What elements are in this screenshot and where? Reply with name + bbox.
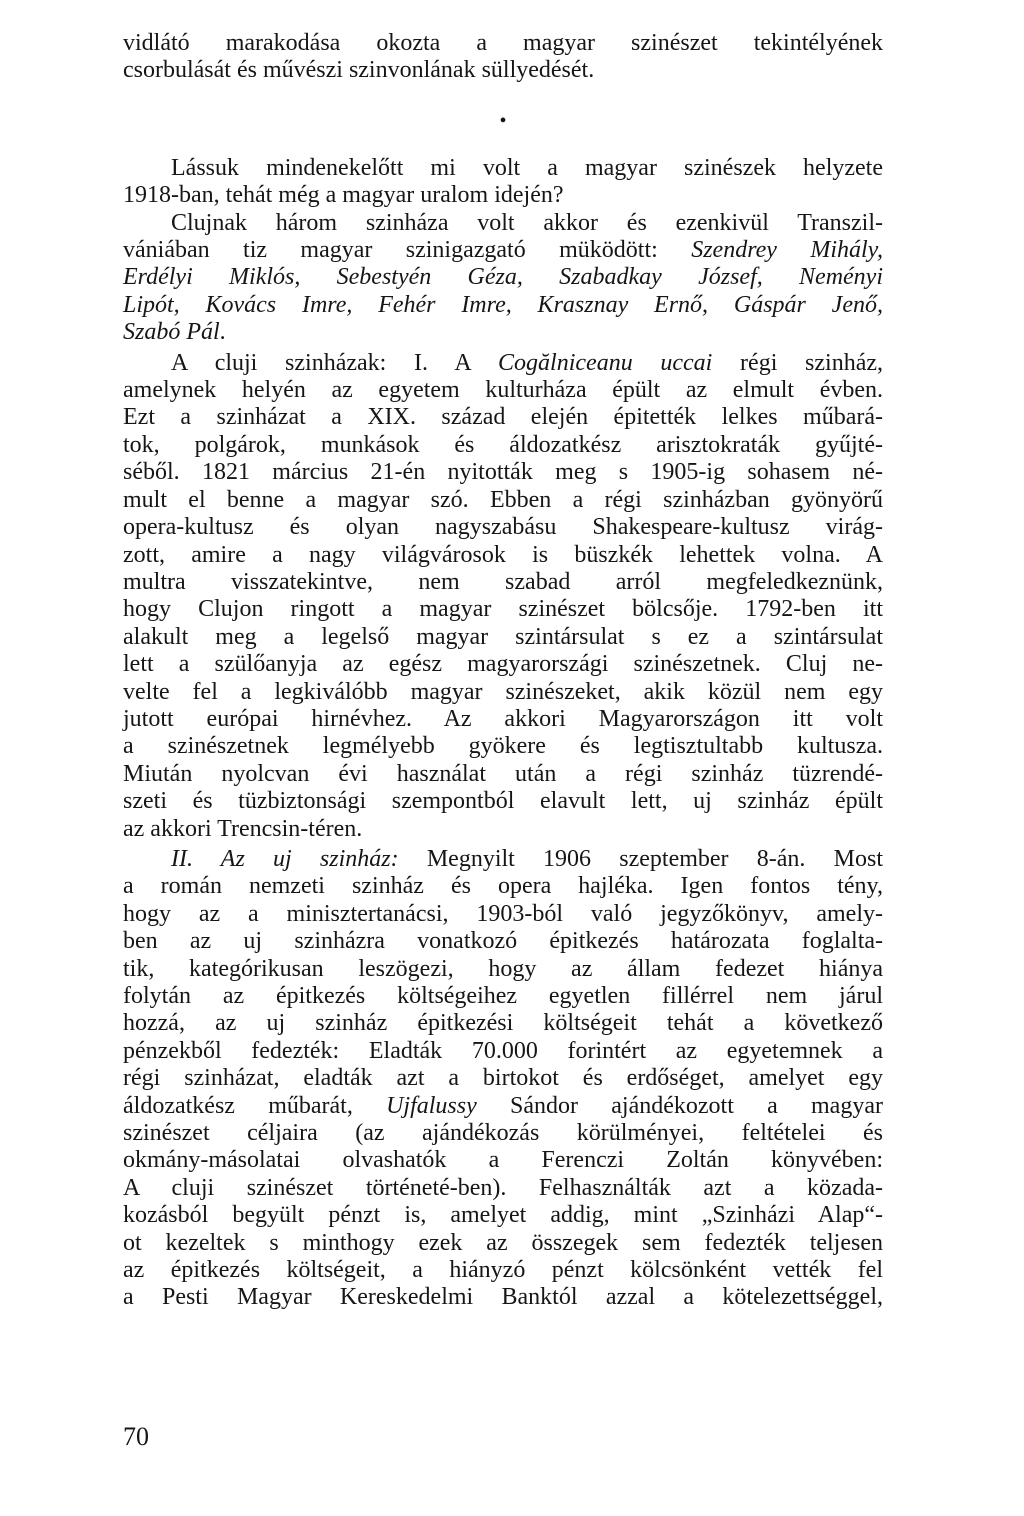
text-line: a román nemzeti szinház és opera hajléka. Igen fontos tény, bbox=[123, 873, 883, 900]
text-line: alakult meg a legelső magyar szintársulat s ez a szintársulat bbox=[123, 623, 883, 650]
text-run: . bbox=[219, 319, 226, 346]
text-line bbox=[123, 1093, 883, 1120]
paragraph-cluj-theatres bbox=[123, 350, 883, 843]
text-line: folytán az épitkezés költségeihez egyetlen fillérrel nem járul bbox=[123, 983, 883, 1009]
text-line: ben az uj szinházra vonatkozó épitkezés határozata foglalta- bbox=[123, 928, 883, 955]
paragraph-intro-continuation bbox=[123, 30, 883, 85]
director-names: Szendrey Mihály, bbox=[691, 237, 884, 264]
text-line: Lássuk mindenekelőtt mi volt a magyar szinészek helyzete bbox=[171, 154, 883, 181]
text-run: Sándor ajándékozott a magyar bbox=[476, 1092, 883, 1119]
text-line bbox=[123, 350, 883, 377]
text-line: 1918-ban, tehát még a magyar uralom idején? bbox=[123, 182, 564, 209]
text-line: opera-kultusz és olyan nagyszabásu Shakespeare-kultusz virág- bbox=[123, 514, 883, 541]
text-line: multra visszatekintve, nem szabad arról megfeledkeznünk, bbox=[123, 568, 883, 595]
text-line: amelynek helyén az egyetem kulturháza épült az elmult évben. bbox=[123, 377, 883, 404]
text-line: pénzekből fedezték: Eladták 70.000 forintért az egyetemnek a bbox=[123, 1037, 883, 1064]
text-line bbox=[123, 264, 883, 291]
text-line: a Pesti Magyar Kereskedelmi Banktól azzal a kötelezettséggel, bbox=[123, 1284, 883, 1311]
text-line: kozásból begyült pénzt is, amelyet addig, mint „Szinházi Alap“- bbox=[123, 1202, 883, 1229]
text-run: régi szinház, bbox=[712, 349, 884, 376]
text-line: régi szinházat, eladták azt a birtokot és erdőséget, amelyet egy bbox=[123, 1065, 883, 1092]
paragraph-theatre-directors bbox=[123, 210, 883, 347]
text-line: séből. 1821 március 21-én nyitották meg s 1905-ig sohasem né- bbox=[123, 459, 883, 486]
text-line: az épitkezés költségeit, a hiányzó pénzt kölcsönként vették fel bbox=[123, 1257, 883, 1284]
text-line: A cluji szinészet történeté-ben). Felhasználták azt a közada- bbox=[123, 1174, 883, 1201]
text-line: lett a szülőanyja az egész magyarországi szinészetnek. Cluj ne- bbox=[123, 651, 883, 678]
paragraph-situation-1918 bbox=[123, 155, 883, 210]
director-names: Lipót, Kovács Imre, Fehér Imre, Krasznay Ernő, Gáspár Jenő, bbox=[123, 291, 883, 318]
person-name: Ujfalussy bbox=[386, 1092, 477, 1119]
section-separator: • bbox=[499, 109, 507, 132]
director-names: Szabó Pál bbox=[123, 319, 220, 346]
text-line bbox=[123, 292, 883, 319]
text-line: szinészet céljaira (az ajándékozás körülményei, feltételei és bbox=[123, 1120, 883, 1147]
text-line: velte fel a legkiválóbb magyar szinészeket, akik közül nem egy bbox=[123, 678, 883, 705]
text-line: vidlátó marakodása okozta a magyar szinészet tekintélyének bbox=[123, 30, 883, 56]
text-line: okmány-másolatai olvashatók a Ferenczi Zoltán könyvében: bbox=[123, 1147, 883, 1174]
text-line: a szinészetnek legmélyebb gyökere és legtisztultabb kultusza. bbox=[123, 733, 883, 760]
director-names: Erdélyi Miklós, Sebestyén Géza, Szabadkay József, Neményi bbox=[123, 264, 883, 291]
text-run: áldozatkész műbarát, bbox=[123, 1092, 387, 1119]
paragraph-new-theatre bbox=[123, 846, 883, 1312]
section-heading-inline: II. Az uj szinház: bbox=[171, 845, 399, 872]
text-line bbox=[123, 237, 883, 264]
text-line: Miután nyolcvan évi használat után a régi szinház tüzrendé- bbox=[123, 760, 883, 787]
text-line bbox=[123, 319, 883, 346]
text-line: az akkori Trencsin-téren. bbox=[123, 815, 363, 842]
text-line: jutott európai hirnévhez. Az akkori Magyarországon itt volt bbox=[123, 705, 883, 732]
text-line: Clujnak három szinháza volt akkor és ezenkivül Transzil- bbox=[171, 209, 883, 236]
text-line: hozzá, az uj szinház épitkezési költségeit tehát a következő bbox=[123, 1010, 883, 1037]
text-line: hogy Clujon ringott a magyar szinészet bölcsője. 1792-ben itt bbox=[123, 596, 883, 623]
page-body bbox=[123, 30, 883, 1312]
street-name: Cogălniceanu uccai bbox=[498, 349, 713, 376]
text-line: hogy az a minisztertanácsi, 1903-ból való jegyzőkönyv, amely- bbox=[123, 900, 883, 927]
text-line: Ezt a szinházat a XIX. század elején épitették lelkes műbará- bbox=[123, 404, 883, 431]
text-line: zott, amire a nagy világvárosok is büszkék lehettek volna. A bbox=[123, 541, 883, 568]
text-line bbox=[123, 846, 883, 873]
text-run: Megnyilt 1906 szeptember 8-án. Most bbox=[398, 845, 884, 872]
text-line: mult el benne a magyar szó. Ebben a régi szinházban gyönyörű bbox=[123, 486, 883, 513]
text-line: ot kezeltek s minthogy ezek az összegek sem fedezték teljesen bbox=[123, 1229, 883, 1256]
text-line: tok, polgárok, munkások és áldozatkész arisztokraták gyűjté- bbox=[123, 431, 883, 458]
text-run: A cluji szinházak: I. A bbox=[171, 349, 499, 376]
text-line: csorbulását és művészi szinvonlának süllyedését. bbox=[123, 57, 595, 84]
text-line: szeti és tüzbiztonsági szempontból elavult lett, uj szinház épült bbox=[123, 788, 883, 815]
page-number: 70 bbox=[123, 1422, 149, 1451]
text-run: vániában tiz magyar szinigazgató müködött: bbox=[123, 237, 692, 264]
text-line: tik, kategórikusan leszögezi, hogy az állam fedezet hiánya bbox=[123, 955, 883, 982]
